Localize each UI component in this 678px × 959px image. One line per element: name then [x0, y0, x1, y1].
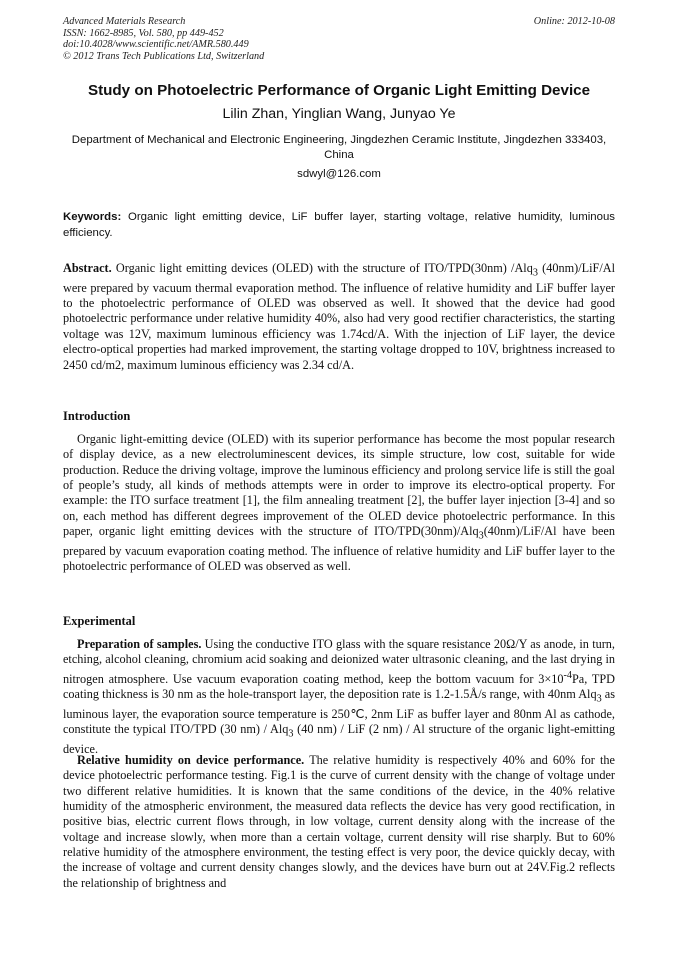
introduction-text: Organic light-emitting device (OLED) with its superior performance has become the most popular research of display device, as a new electroluminescent devices, its simple structure, low cost, suitable for wide production. Reduce the driving voltage, improve the luminous efficiency and prolong service life is still the goal of people’s study, all kinds of methods attempts were in order to improve its electro-optical property. For example: the ITO surface treatment [1], the film annealing treatment [2], the buffer layer injection [3-4] and so on, each method has different degrees improvement of the OLED device photoelectric performance. In this paper, organic light emitting devices with the structure of ITO/TPD(30nm)/Alq: [63, 432, 615, 539]
author-list: Lilin Zhan, Yinglian Wang, Junyao Ye: [222, 106, 456, 122]
journal-name: Advanced Materials Research: [63, 16, 186, 27]
humidity-label: Relative humidity on device performance.: [77, 753, 305, 767]
affiliation: Department of Mechanical and Electronic Engineering, Jingdezhen Ceramic Institute, Jingdezhen 333403, China: [71, 134, 607, 161]
humidity-text: The relative humidity is respectively 40% and 60% for the device photoelectric performance testing. Fig.1 is the curve of current density with the change of voltage under two different relative humidities. It is known that the same conditions of the device, in the 40% relative humidity of the atmospheric environment, the measured data reflects the device has very good rectification, in positive bias, electric current flows through, in low voltage, current density along with the increase of the voltage and increase slowly, when more than a certain voltage, current density will rise sharply. But to 60% relative humidity of the atmosphere environment, the testing effect is very poor, the device quickly decay, with the increase of voltage and current density changes slowly, and the devices have burn out at 24V.Fig.2 reflects the relationship of brightness and: [63, 753, 615, 890]
online-date: Online: 2012-10-08: [533, 16, 615, 27]
issn-line: ISSN: 1662-8985, Vol. 580, pp 449-452: [63, 27, 224, 39]
experimental-paragraph-samples: [63, 637, 615, 757]
keywords-text: Organic light emitting device, LiF buffer layer, starting voltage, relative humidity, luminous efficiency.: [63, 211, 615, 239]
abstract-subscript: 3: [532, 267, 538, 279]
journal-header: [63, 16, 264, 62]
samples-text-b: Pa, TPD coating thickness is 30 nm as the hole-transport layer, the deposition rate is 1.2-1.5Å/s range, with 40nm Alq: [63, 671, 616, 702]
doi-line: doi:10.4028/www.scientific.net/AMR.580.449: [63, 39, 249, 51]
introduction-text-cont: (40nm)/LiF/Al have been prepared by vacuum evaporation coating method. The influence of relative humidity and LiF buffer layer to the photoelectric performance of OLED was observed as well.: [63, 524, 615, 574]
introduction-subscript: 3: [478, 530, 484, 542]
humidity-paragraph: [63, 753, 615, 891]
introduction-paragraph: [63, 432, 615, 575]
samples-label: Preparation of samples.: [77, 637, 202, 651]
keywords-label: Keywords:: [63, 211, 122, 223]
introduction-body: [63, 432, 615, 575]
samples-text-c: as luminous layer, the evaporation source temperature is 250℃, 2nm LiF as buffer layer and 80nm Al as cathode, constitute the typical ITO/TPD (30 nm) / Alq: [63, 687, 615, 737]
samples-text-a: Using the conductive ITO glass with the square resistance 20Ω/Υ as anode, in turn, etching, alcohol cleaning, chromium acid soaking and deionized water ultrasonic cleaning, and the last drying in nitrogen atmosphere. Use vacuum evaporation coating method, keep the bottom vacuum for 3×10: [63, 637, 615, 686]
abstract-label: Abstract.: [63, 261, 112, 275]
paper-title: Study on Photoelectric Performance of Organic Light Emitting Device: [87, 82, 591, 99]
abstract-block: [63, 261, 615, 373]
keywords-block: [63, 210, 615, 241]
samples-paragraph: [63, 637, 615, 757]
samples-superscript: -4: [563, 669, 572, 681]
samples-subscript-1: 3: [596, 693, 602, 705]
samples-subscript-2: 3: [288, 728, 294, 740]
copyright-line: © 2012 Trans Tech Publications Ltd, Switzerland: [63, 50, 265, 62]
introduction-heading: Introduction: [63, 409, 131, 423]
samples-text-d: (40 nm) / LiF (2 nm) / Al structure of the organic light-emitting device.: [63, 722, 615, 757]
abstract-text-cont: (40nm)/LiF/Al were prepared by vacuum thermal evaporation method. The influence of relative humidity and LiF buffer layer to the photoelectric performance of OLED was observed as well. It showed that the device had good photoelectric performance under relative humidity 40%, also had very good rectifier characteristics, the starting voltage was 12V, maximum luminous efficiency was 1.74cd/A. With the injection of LiF layer, the device electro-optical properties had marked improvement, the starting voltage dropped to 10V, brightness increased to 2450 cd/m2, maximum luminous efficiency was 2.34 cd/A.: [63, 261, 616, 372]
abstract-text: Organic light emitting devices (OLED) with the structure of ITO/TPD(30nm) /Alq: [115, 261, 533, 275]
experimental-paragraph-humidity: [63, 753, 615, 891]
experimental-heading: Experimental: [63, 614, 136, 628]
author-email: sdwyl@126.com: [297, 168, 381, 180]
